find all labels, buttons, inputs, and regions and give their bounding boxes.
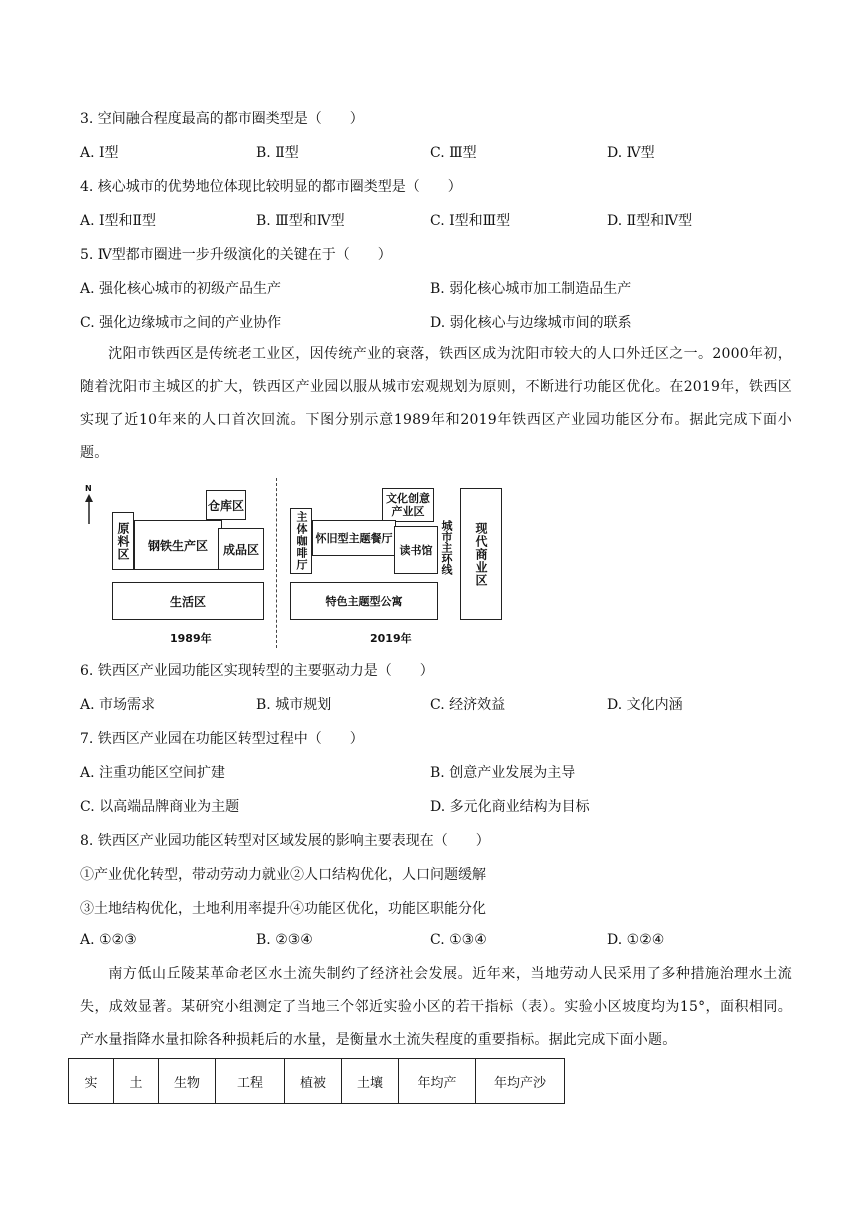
- function-zone-diagram: [82, 478, 522, 648]
- table-header-cell: 土壤: [342, 1059, 399, 1104]
- zone-product: 成品区: [218, 528, 264, 570]
- q5-option-b: B. 弱化核心城市加工制造品生产: [430, 281, 632, 297]
- zone-cafe: 主体咖啡厅: [290, 508, 312, 574]
- q5-option-c: C. 强化边缘城市之间的产业协作: [80, 315, 282, 331]
- q8-statement-1: ①产业优化转型，带动劳动力就业②人口结构优化，人口问题缓解: [80, 867, 486, 883]
- zone-steel: 钢铁生产区: [134, 520, 222, 570]
- diagram-divider: [276, 478, 277, 648]
- zone-modern-commerce: 现代商业区: [460, 488, 502, 620]
- table-header-cell: 土: [114, 1059, 159, 1104]
- table-header-cell: 实: [69, 1059, 114, 1104]
- q6-option-d: D. 文化内涵: [607, 697, 683, 713]
- north-arrow-icon: [84, 488, 94, 524]
- q6-option-b: B. 城市规划: [256, 697, 332, 713]
- zone-living: 生活区: [112, 582, 264, 620]
- q8-option-c: C. ①③④: [430, 932, 487, 948]
- q4-option-d: D. Ⅱ型和Ⅳ型: [607, 213, 693, 229]
- q6-option-c: C. 经济效益: [430, 697, 506, 713]
- q7-stem: 7. 铁西区产业园在功能区转型过程中（ ）: [80, 731, 364, 747]
- q8-option-a: A. ①②③: [80, 932, 137, 948]
- table-header-cell: 生物: [159, 1059, 216, 1104]
- q4-option-c: C. Ⅰ型和Ⅲ型: [430, 213, 511, 229]
- table-header-cell: 植被: [285, 1059, 342, 1104]
- q8-statement-2: ③土地结构优化，土地利用率提升④功能区优化，功能区职能分化: [80, 901, 486, 917]
- q4-option-b: B. Ⅲ型和Ⅳ型: [256, 213, 345, 229]
- q7-option-a: A. 注重功能区空间扩建: [80, 765, 226, 781]
- q5-option-d: D. 弱化核心与边缘城市间的联系: [430, 315, 632, 331]
- q3-stem: 3. 空间融合程度最高的都市圈类型是（ ）: [80, 111, 364, 127]
- q8-option-b: B. ②③④: [256, 932, 313, 948]
- q4-option-a: A. Ⅰ型和Ⅱ型: [80, 213, 157, 229]
- q7-option-c: C. 以高端品牌商业为主题: [80, 799, 240, 815]
- q3-option-d: D. Ⅳ型: [607, 145, 655, 161]
- q6-stem: 6. 铁西区产业园功能区实现转型的主要驱动力是（ ）: [80, 663, 434, 679]
- q6-option-a: A. 市场需求: [80, 697, 156, 713]
- q3-option-a: A. Ⅰ型: [80, 145, 119, 161]
- q7-option-b: B. 创意产业发展为主导: [430, 765, 576, 781]
- q5-option-a: A. 强化核心城市的初级产品生产: [80, 281, 282, 297]
- north-label: N: [85, 484, 92, 493]
- q8-option-d: D. ①②④: [607, 932, 665, 948]
- passage-tiexi-text: 沈阳市铁西区是传统老工业区，因传统产业的衰落，铁西区成为沈阳市较大的人口外迁区之一。2000年初，随着沈阳市主城区的扩大，铁西区产业园以服从城市宏观规划为原则，不断进行功能区优化。在2019年，铁西区实现了近10年来的人口首次回流。下图分别示意1989年和2019年铁西区产业园功能区分布。据此完成下面小题。: [80, 346, 792, 461]
- q4-stem: 4. 核心城市的优势地位体现比较明显的都市圈类型是（ ）: [80, 179, 462, 195]
- q5-stem: 5. Ⅳ型都市圈进一步升级演化的关键在于（ ）: [80, 247, 392, 263]
- table-header-row: [69, 1059, 565, 1104]
- passage-erosion-text: 南方低山丘陵某革命老区水土流失制约了经济社会发展。近年来，当地劳动人民采用了多种措施治理水土流失，成效显著。某研究小组测定了当地三个邻近实验小区的若干指标（表）。实验小区坡度均为15°，面积相同。产水量指降水量扣除各种损耗后的水量，是衡量水土流失程度的重要指标。据此完成下面小题。: [80, 966, 792, 1048]
- zone-warehouse: 仓库区: [206, 490, 246, 520]
- passage-erosion: [80, 958, 792, 1057]
- ring-road-label: 城市主环线: [440, 520, 453, 575]
- q8-stem: 8. 铁西区产业园功能区转型对区域发展的影响主要表现在（ ）: [80, 833, 490, 849]
- table-header-cell: 年均产: [399, 1059, 476, 1104]
- table-header-cell: 年均产沙: [476, 1059, 565, 1104]
- passage-tiexi: [80, 338, 792, 470]
- q3-option-b: B. Ⅱ型: [256, 145, 299, 161]
- q3-option-c: C. Ⅲ型: [430, 145, 477, 161]
- zone-reading: 读书馆: [394, 526, 438, 574]
- table-header-cell: 工程: [216, 1059, 285, 1104]
- zone-retro-restaurant: 怀旧型主题餐厅: [312, 520, 396, 556]
- q7-option-d: D. 多元化商业结构为目标: [430, 799, 590, 815]
- zone-apartment: 特色主题型公寓: [290, 582, 438, 620]
- zone-raw-material: 原料区: [112, 512, 134, 570]
- year-1989-label: 1989年: [170, 632, 212, 645]
- indicator-table: [68, 1058, 565, 1104]
- year-2019-label: 2019年: [370, 632, 412, 645]
- zone-culture: 文化创意产业区: [382, 488, 434, 522]
